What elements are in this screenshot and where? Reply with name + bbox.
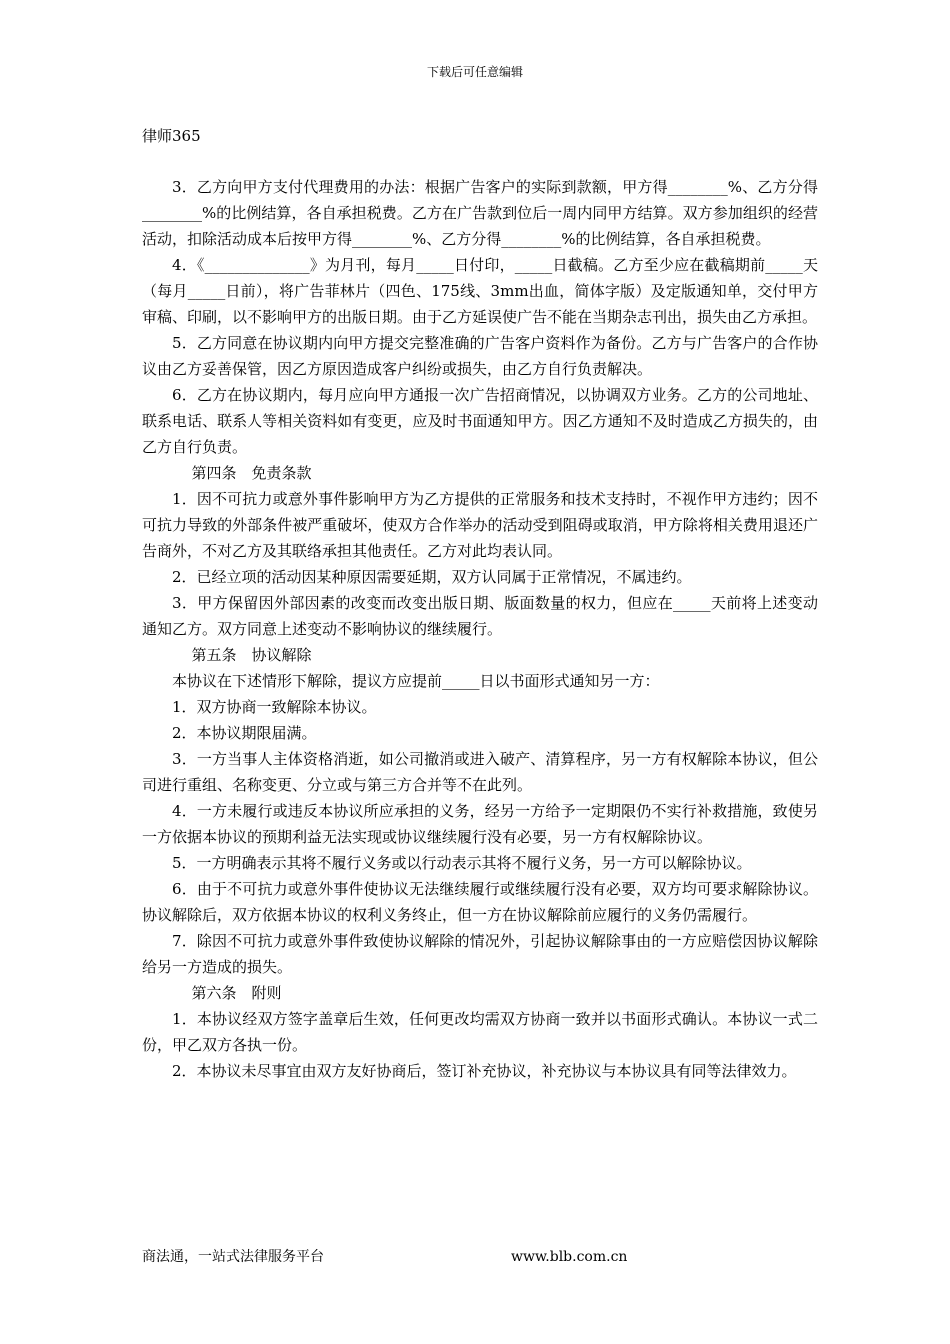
footer-slogan: 商法通，一站式法律服务平台 — [142, 1249, 324, 1265]
article-5-item-6: 6．由于不可抗力或意外事件使协议无法继续履行或继续履行没有必要，双方均可要求解除协议。协议解除后，双方依据本协议的权利义务终止，但一方在协议解除前应履行的义务仍需履行。 — [142, 880, 818, 924]
article-5-item-4: 4．一方未履行或违反本协议所应承担的义务，经另一方给予一定期限仍不实行补救措施，致使另一方依据本协议的预期利益无法实现或协议继续履行没有必要，另一方有权解除协议。 — [142, 802, 818, 846]
article-5-item-2: 2．本协议期限届满。 — [172, 724, 317, 742]
clause-4-schedule: 4．《______________》为月刊，每月_____日付印，_____日截稿。乙方至少应在截稿期前_____天（每月_____日前），将广告菲林片（四色、175线、3mm出血，简体字版）及定版通知单，交付甲方审稿、印刷，以不影响甲方的出版日期。由于乙方延误使广告不能在当期杂志刊出，损失由乙方承担。 — [142, 256, 818, 326]
article-4-heading: 第四条 免责条款 — [191, 464, 312, 482]
article-6-heading: 第六条 附则 — [191, 984, 282, 1002]
article-4-item-3: 3．甲方保留因外部因素的改变而改变出版日期、版面数量的权力，但应在_____天前将上述变动通知乙方。双方同意上述变动不影响协议的继续履行。 — [142, 594, 818, 638]
clause-3-payment: 3．乙方向甲方支付代理费用的办法：根据广告客户的实际到款额，甲方得________%、乙方分得________%的比例结算，各自承担税费。乙方在广告款到位后一周内同甲方结算。双方参加组织的经营活动，扣除活动成本后按甲方得________%、乙方分得________%的比例结算，各自承担税费。 — [142, 178, 818, 248]
article-5-item-5: 5．一方明确表示其将不履行义务或以行动表示其将不履行义务，另一方可以解除协议。 — [172, 854, 752, 872]
article-6-item-1: 1．本协议经双方签字盖章后生效，任何更改均需双方协商一致并以书面形式确认。本协议一式二份，甲乙双方各执一份。 — [142, 1010, 818, 1054]
site-label: 律师365 — [142, 127, 201, 145]
clause-6-reporting: 6．乙方在协议期内，每月应向甲方通报一次广告招商情况，以协调双方业务。乙方的公司地址、联系电话、联系人等相关资料如有变更，应及时书面通知甲方。因乙方通知不及时造成乙方损失的，由乙方自行负责。 — [142, 386, 818, 456]
footer-url: www.blb.com.cn — [511, 1249, 628, 1265]
article-5-item-7: 7．除因不可抗力或意外事件致使协议解除的情况外，引起协议解除事由的一方应赔偿因协议解除给另一方造成的损失。 — [142, 932, 818, 976]
article-4-item-2: 2．已经立项的活动因某种原因需要延期，双方认同属于正常情况，不属违约。 — [172, 568, 692, 586]
article-5-intro: 本协议在下述情形下解除，提议方应提前_____日以书面形式通知另一方： — [172, 672, 660, 690]
clause-5-records: 5．乙方同意在协议期内向甲方提交完整准确的广告客户资料作为备份。乙方与广告客户的合作协议由乙方妥善保管，因乙方原因造成客户纠纷或损失，由乙方自行负责解决。 — [142, 334, 818, 378]
article-5-heading: 第五条 协议解除 — [191, 646, 312, 664]
article-6-item-2: 2．本协议未尽事宜由双方友好协商后，签订补充协议，补充协议与本协议具有同等法律效力。 — [172, 1062, 797, 1080]
article-5-item-3: 3．一方当事人主体资格消逝，如公司撤消或进入破产、清算程序，另一方有权解除本协议，但公司进行重组、名称变更、分立或与第三方合并等不在此列。 — [142, 750, 818, 794]
article-4-item-1: 1．因不可抗力或意外事件影响甲方为乙方提供的正常服务和技术支持时，不视作甲方违约；因不可抗力导致的外部条件被严重破坏，使双方合作举办的活动受到阻碍或取消，甲方除将相关费用退还广告商外，不对乙方及其联络承担其他责任。乙方对此均表认同。 — [142, 490, 818, 560]
article-5-item-1: 1．双方协商一致解除本协议。 — [172, 698, 377, 716]
header-note: 下载后可任意编辑 — [426, 65, 523, 79]
document-body — [142, 174, 818, 1084]
